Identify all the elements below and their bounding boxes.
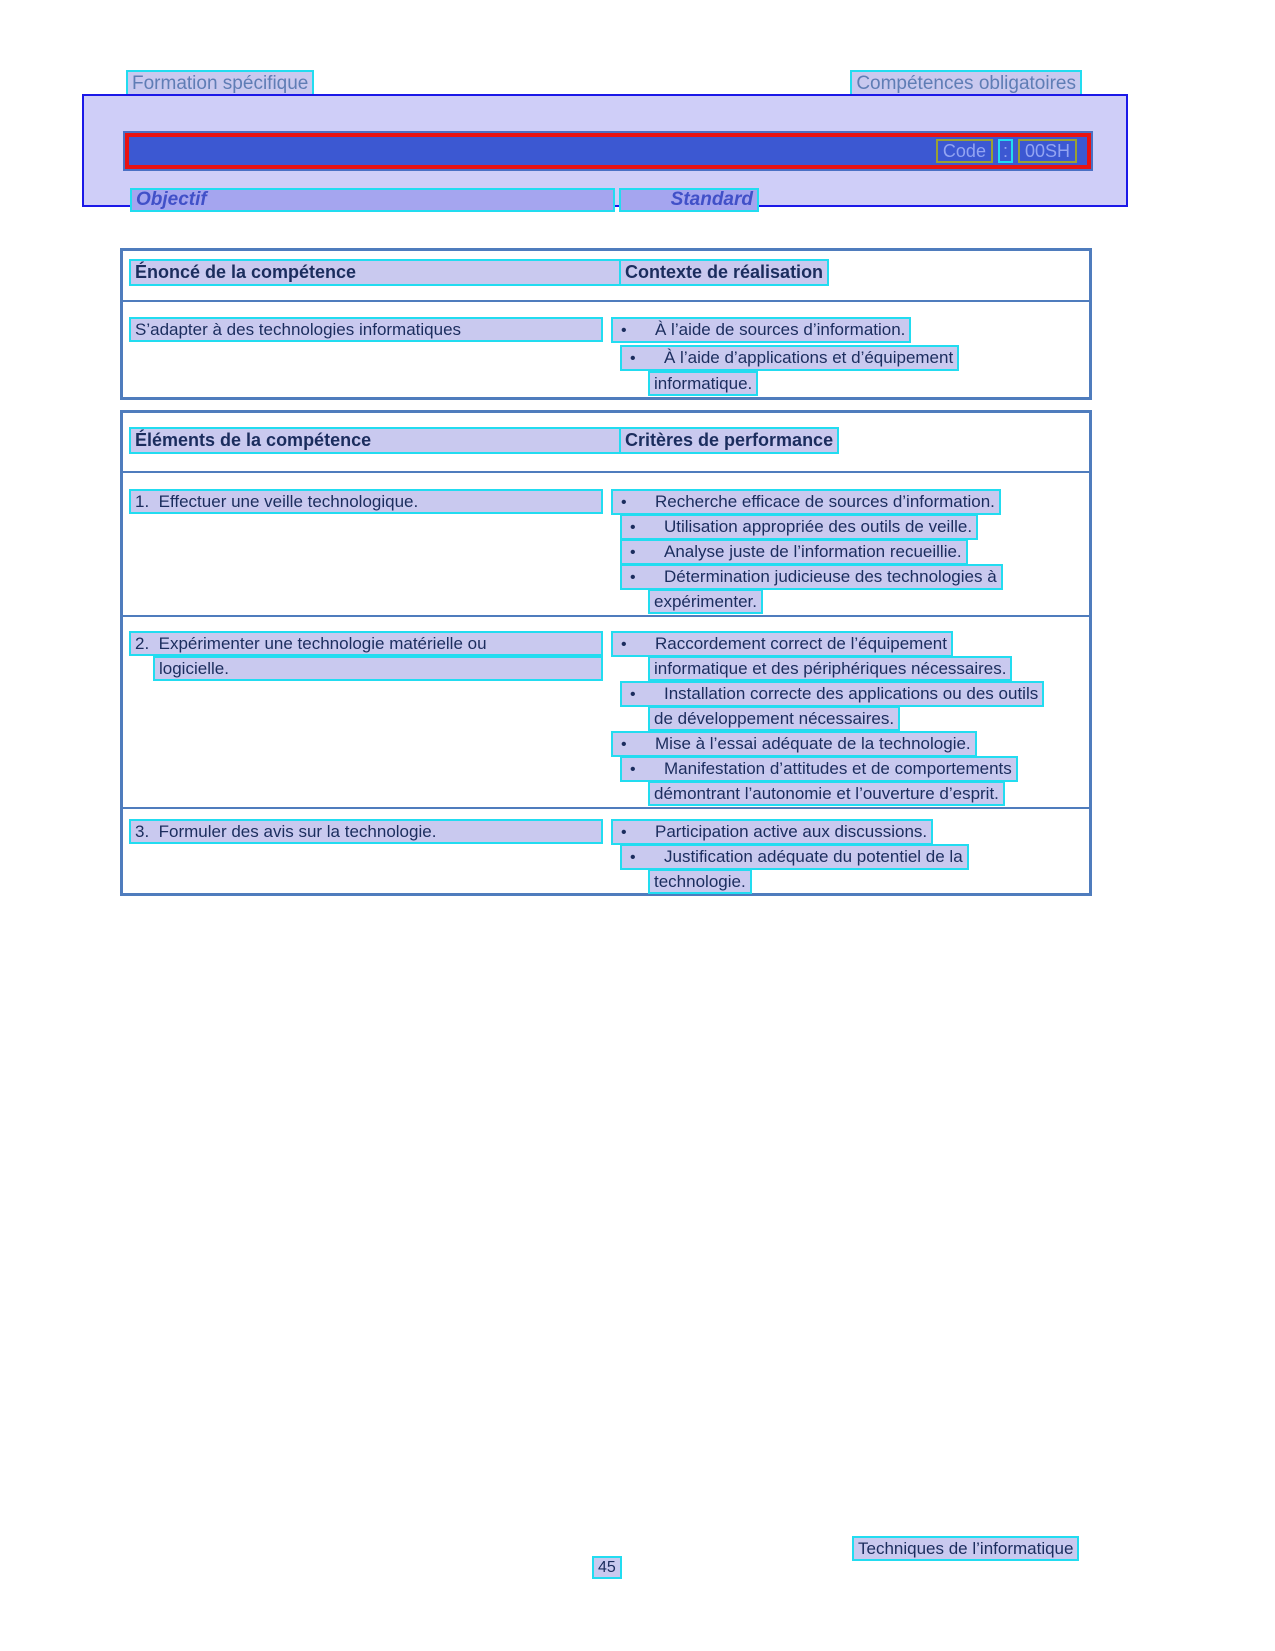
criterion-wrap-line: expérimenter. xyxy=(648,589,763,614)
context-bullet-line xyxy=(611,317,911,343)
element-1: 1. Effectuer une veille technologique. xyxy=(129,489,603,514)
criterion-bullet-line xyxy=(620,564,1003,590)
criterion-bullet-line xyxy=(611,631,953,657)
bullet-icon: • xyxy=(630,569,636,586)
table2-header-divider xyxy=(123,471,1089,473)
criterion-text: Mise à l’essai adéquate de la technologie. xyxy=(655,734,971,753)
bullet-icon: • xyxy=(621,322,627,339)
bullet-icon: • xyxy=(630,686,636,703)
objective-header-region xyxy=(82,94,1128,210)
criterion-bullet-line xyxy=(611,489,1001,515)
criterion-text: Raccordement correct de l’équipement xyxy=(655,634,947,653)
criterion-text: Justification adéquate du potentiel de la xyxy=(664,847,963,866)
table1-header-divider xyxy=(123,300,1089,302)
criterion-wrap-line: de développement nécessaires. xyxy=(648,706,900,731)
criterion-bullet-line xyxy=(620,539,968,565)
running-head-left: Formation spécifique xyxy=(126,70,314,97)
bullet-icon: • xyxy=(630,761,636,778)
criterion-bullet-line xyxy=(620,756,1018,782)
table2-row-divider xyxy=(123,615,1089,617)
criterion-bullet-line xyxy=(620,844,969,870)
bullet-icon: • xyxy=(630,350,636,367)
bullet-icon: • xyxy=(630,849,636,866)
code-banner xyxy=(123,131,1093,171)
table2-header-elements: Éléments de la compétence xyxy=(129,427,621,454)
element-2: 2. Expérimenter une technologie matérielle ou xyxy=(129,631,603,656)
code-colon: : xyxy=(998,139,1013,163)
criterion-text: Détermination judicieuse des technologies à xyxy=(664,567,997,586)
criterion-bullet-line xyxy=(620,514,978,540)
code-value: 00SH xyxy=(1018,139,1077,163)
table1-header-contexte: Contexte de réalisation xyxy=(619,259,829,286)
bullet-icon: • xyxy=(630,544,636,561)
table2-header-criteres: Critères de performance xyxy=(619,427,839,454)
criterion-text: Utilisation appropriée des outils de veille. xyxy=(664,517,973,536)
context-text: À l’aide de sources d’information. xyxy=(655,320,906,339)
context-text: À l’aide d’applications et d’équipement xyxy=(664,348,954,367)
criterion-text: Installation correcte des applications ou des outils xyxy=(664,684,1039,703)
objectif-label: Objectif xyxy=(130,188,615,212)
criterion-wrap-line: technologie. xyxy=(648,869,752,894)
table2-row-divider xyxy=(123,807,1089,809)
criterion-text: Manifestation d’attitudes et de comportements xyxy=(664,759,1012,778)
bullet-icon: • xyxy=(630,519,636,536)
criterion-wrap-line: informatique et des périphériques nécessaires. xyxy=(648,656,1012,681)
footer-program-name: Techniques de l’informatique xyxy=(852,1536,1079,1561)
table1-header-enonce: Énoncé de la compétence xyxy=(129,259,621,286)
running-head-right: Compétences obligatoires xyxy=(850,70,1082,97)
element-2-wrap: logicielle. xyxy=(153,656,603,681)
bullet-icon: • xyxy=(621,736,627,753)
context-bullet-line xyxy=(620,345,959,371)
criterion-text: Analyse juste de l’information recueillie. xyxy=(664,542,962,561)
criterion-bullet-line xyxy=(620,681,1044,707)
footer-page-number: 45 xyxy=(592,1556,622,1579)
element-3: 3. Formuler des avis sur la technologie. xyxy=(129,819,603,844)
bullet-icon: • xyxy=(621,824,627,841)
bullet-icon: • xyxy=(621,636,627,653)
context-wrap-line: informatique. xyxy=(648,371,758,396)
criterion-bullet-line xyxy=(611,731,977,757)
criterion-text: Recherche efficace de sources d’information. xyxy=(655,492,995,511)
criterion-wrap-line: démontrant l’autonomie et l’ouverture d’esprit. xyxy=(648,781,1005,806)
standard-label: Standard xyxy=(619,188,759,212)
bullet-icon: • xyxy=(621,494,627,511)
criterion-text: Participation active aux discussions. xyxy=(655,822,928,841)
code-banner-red-annotation xyxy=(125,133,1091,169)
competency-statement-table xyxy=(120,248,1092,400)
competency-statement: S’adapter à des technologies informatiques xyxy=(129,317,603,342)
competency-elements-table xyxy=(120,410,1092,896)
criterion-bullet-line xyxy=(611,819,933,845)
code-label: Code xyxy=(936,139,993,163)
